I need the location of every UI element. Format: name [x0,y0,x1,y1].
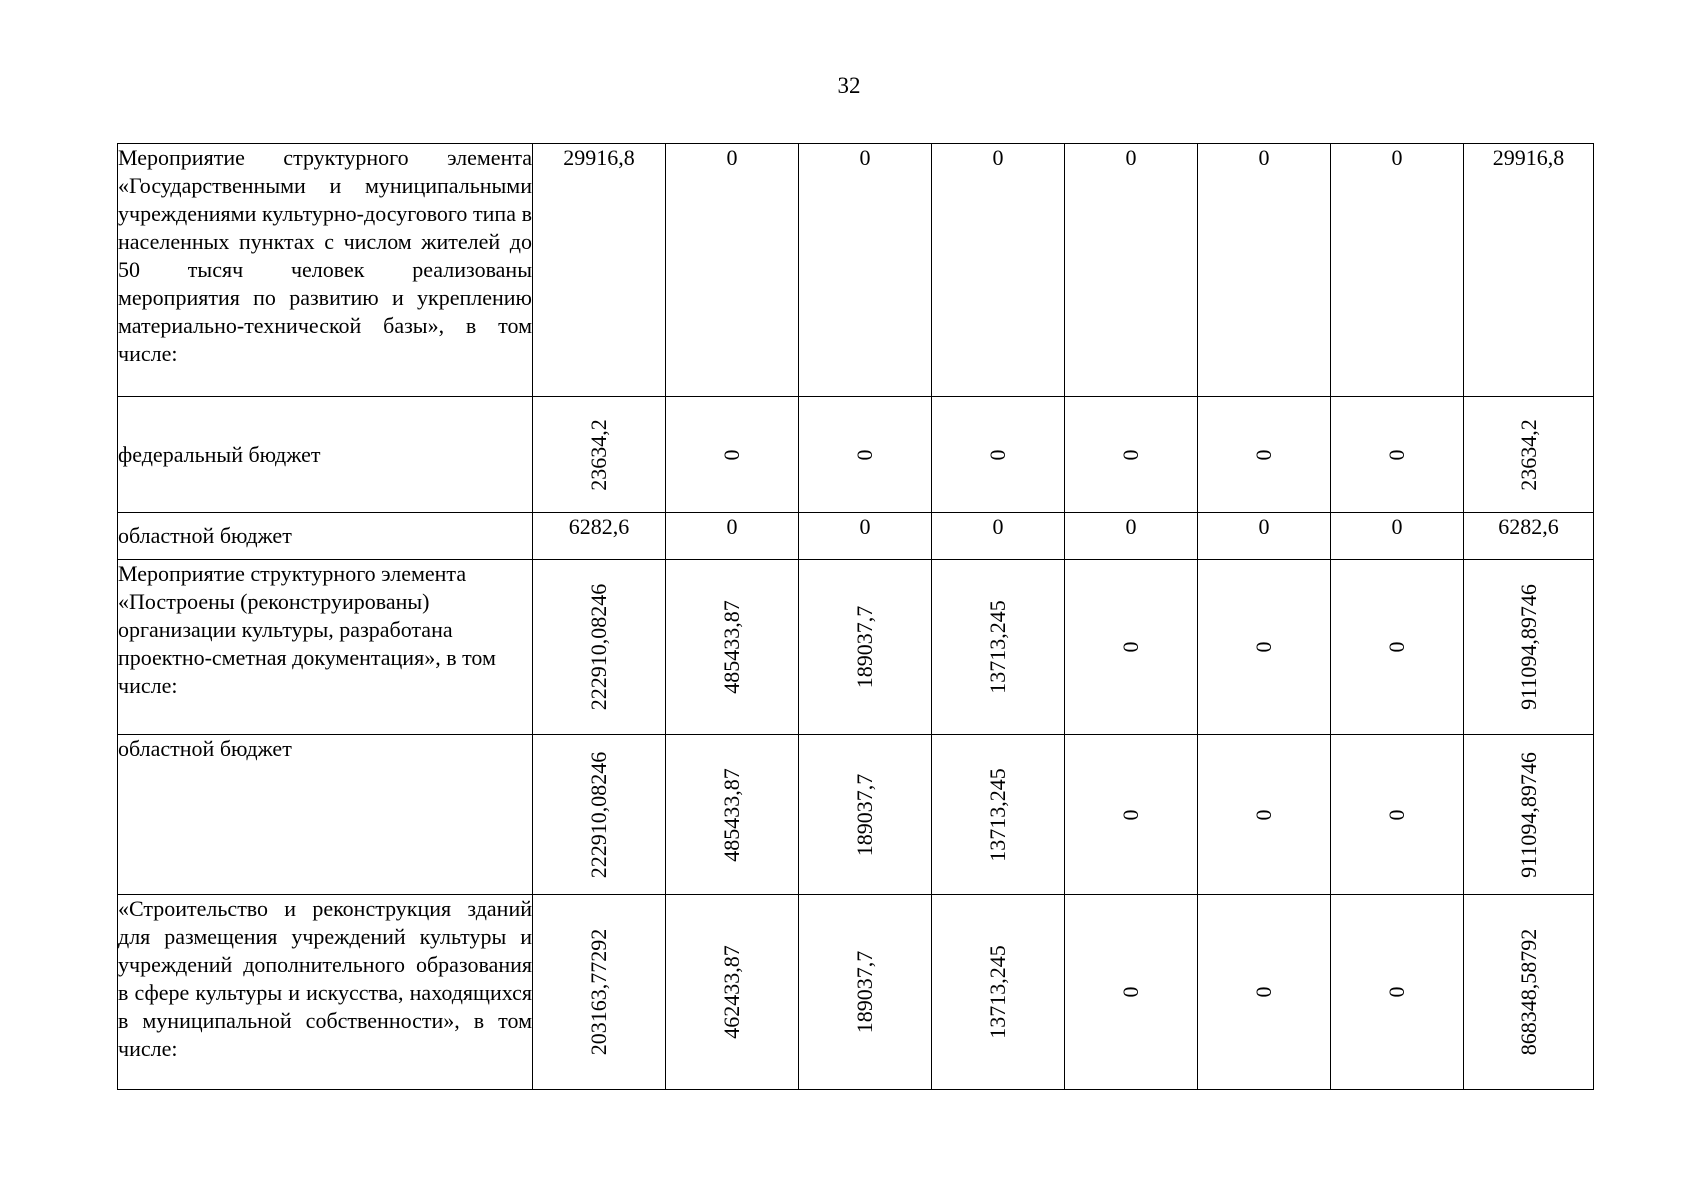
cell-value: 0 [1384,809,1409,820]
table-cell: 0 [1065,513,1198,560]
cell-value: 189037,7 [852,950,877,1034]
table-row [118,735,1594,895]
table-cell [932,735,1065,895]
table-cell [533,895,666,1090]
row-label: Мероприятие структурного элемента «Построены (реконструированы) организации культуры, разработана проектно-сметная документация», в том числе: [118,560,533,735]
cell-value: 0 [1251,641,1276,653]
cell-value: 0 [1251,449,1276,460]
row-label: федеральный бюджет [118,397,533,513]
table-cell [1198,560,1331,735]
table-cell [1198,397,1331,513]
table-cell [799,560,932,735]
table-cell [1331,560,1464,735]
cell-value: 0 [1251,986,1276,998]
cell-value: 13713,245 [985,945,1010,1039]
table-cell [666,397,799,513]
table-cell [1464,560,1594,735]
row-label: областной бюджет [118,735,533,895]
row-label: областной бюджет [118,513,533,560]
table-cell [1198,895,1331,1090]
table-cell [666,560,799,735]
cell-value: 0 [1384,986,1409,998]
table-cell [932,895,1065,1090]
table-row [118,560,1594,735]
cell-value: 0 [1384,641,1409,653]
table-cell [1065,735,1198,895]
table-cell: 29916,8 [533,144,666,397]
row-label: «Строительство и реконструкция зданий для размещения учреждений культуры и учреждений дополнительного образования в сфере культуры и искусства, находящихся в муниципальной собственности», в том числе: [118,895,533,1090]
table-cell [799,397,932,513]
table-row [118,895,1594,1090]
table-cell: 29916,8 [1464,144,1594,397]
table-cell: 0 [799,513,932,560]
table-cell [533,560,666,735]
cell-value: 911094,89746 [1515,751,1541,878]
table-cell: 0 [1331,513,1464,560]
cell-value: 0 [1118,641,1143,653]
table-cell [1198,735,1331,895]
cell-value: 868348,58792 [1515,928,1541,1056]
cell-value: 203163,77292 [586,928,611,1056]
table-cell [533,397,666,513]
table-cell [1065,560,1198,735]
budget-table [117,143,1594,1090]
cell-value: 0 [985,449,1010,460]
table-cell [1065,895,1198,1090]
table-cell: 0 [666,513,799,560]
row-label: Мероприятие структурного элемента «Государственными и муниципальными учреждениями культурно-досугового типа в населенных пунктах с числом жителей до 50 тысяч человек реализованы мероприятия по развитию и укреплению материально-технической базы», в том числе: [118,144,533,397]
table-cell [533,735,666,895]
table-cell [799,895,932,1090]
cell-value: 0 [1251,809,1276,820]
table-cell [666,895,799,1090]
table-cell: 6282,6 [1464,513,1594,560]
cell-value: 0 [719,449,744,460]
table-cell [932,560,1065,735]
cell-value: 23634,2 [1515,418,1541,491]
table-cell [799,735,932,895]
table-cell: 0 [799,144,932,397]
table-cell: 0 [1198,144,1331,397]
cell-value: 462433,87 [719,945,744,1039]
table-cell [1331,397,1464,513]
cell-value: 0 [1384,449,1409,460]
table-row [118,513,1594,560]
page-number: 32 [837,73,861,98]
cell-value: 0 [1118,986,1143,998]
cell-value: 485433,87 [719,600,744,694]
table-cell [1464,397,1594,513]
cell-value: 911094,89746 [1515,584,1541,710]
table-row [118,144,1594,397]
table-cell [1464,895,1594,1090]
table-cell: 0 [1331,144,1464,397]
cell-value: 13713,245 [985,600,1010,694]
table-cell [1331,735,1464,895]
cell-value: 0 [852,449,877,460]
table-cell: 0 [932,513,1065,560]
table-row [118,397,1594,513]
table-cell: 0 [1198,513,1331,560]
cell-value: 0 [1118,809,1143,820]
table-cell [1065,397,1198,513]
table-cell [666,735,799,895]
table-cell [1464,735,1594,895]
cell-value: 222910,08246 [586,583,611,711]
cell-value: 485433,87 [719,767,744,862]
cell-value: 23634,2 [586,418,611,491]
cell-value: 0 [1118,449,1143,460]
table-cell: 0 [932,144,1065,397]
cell-value: 189037,7 [852,773,877,856]
table-cell: 0 [1065,144,1198,397]
table-cell [1331,895,1464,1090]
table-cell [932,397,1065,513]
table-cell: 0 [666,144,799,397]
cell-value: 222910,08246 [586,751,611,878]
cell-value: 189037,7 [852,605,877,689]
table-cell: 6282,6 [533,513,666,560]
cell-value: 13713,245 [985,767,1010,862]
